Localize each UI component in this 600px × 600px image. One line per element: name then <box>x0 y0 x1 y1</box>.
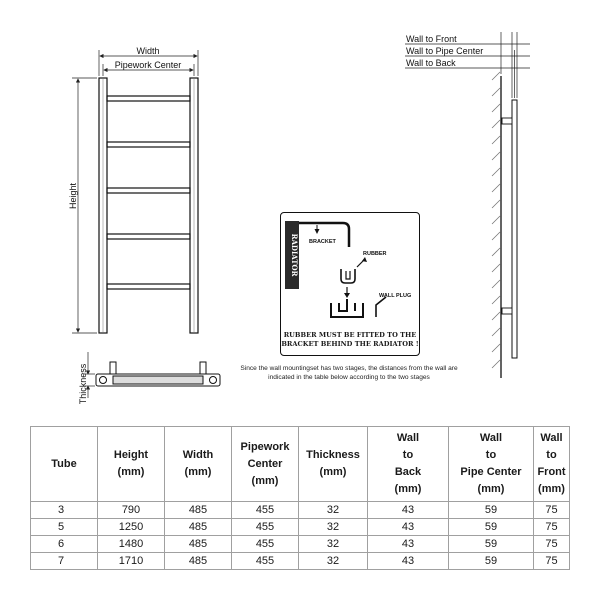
header-wall-to-back: Wall to Back (mm) <box>368 427 449 502</box>
table-cell: 32 <box>299 502 368 519</box>
wall-plug <box>376 297 386 317</box>
pipework-center-label: Pipework Center <box>114 60 182 70</box>
radiator-profile <box>512 100 517 358</box>
table-cell: 1250 <box>98 519 165 536</box>
table-cell: 7 <box>31 553 98 570</box>
top-bracket <box>502 118 512 124</box>
ladder-tubes <box>107 96 190 289</box>
radiator-label: RADIATOR <box>290 233 299 277</box>
table-cell: 59 <box>449 553 534 570</box>
table-cell: 32 <box>299 553 368 570</box>
header-thickness: Thickness (mm) <box>299 427 368 502</box>
header-height: Height (mm) <box>98 427 165 502</box>
rubber-warning <box>281 331 419 349</box>
table-cell: 485 <box>165 519 232 536</box>
rubber-part <box>341 269 355 283</box>
table-row <box>31 536 570 553</box>
height-label: Height <box>68 182 78 210</box>
wall-to-pipe-center-label: Wall to Pipe Center <box>406 46 484 56</box>
table-cell: 5 <box>31 519 98 536</box>
table-cell: 43 <box>368 553 449 570</box>
bottom-bracket <box>502 308 512 314</box>
warning-line-2: BRACKET BEHIND THE RADIATOR ! <box>281 340 419 348</box>
table-cell: 1710 <box>98 553 165 570</box>
width-label: Width <box>136 46 160 56</box>
header-wall-to-pipe-center: Wall to Pipe Center (mm) <box>449 427 534 502</box>
warning-line-1: RUBBER MUST BE FITTED TO THE <box>283 331 417 339</box>
mounting-detail-box <box>280 212 420 356</box>
radiator-top-view <box>96 362 220 386</box>
wall-mounting-note: Since the wall mountingset has two stages, the distances from the wall are indicated in the table below according to the two stages <box>240 365 458 381</box>
table-cell: 485 <box>165 553 232 570</box>
table-row <box>31 502 570 519</box>
table-row <box>31 519 570 536</box>
wall-to-back-label: Wall to Back <box>406 58 456 68</box>
table-cell: 1480 <box>98 536 165 553</box>
table-cell: 790 <box>98 502 165 519</box>
tube-5 <box>107 284 190 289</box>
table-cell: 43 <box>368 536 449 553</box>
table-cell: 455 <box>232 536 299 553</box>
radiator-side-view <box>491 72 517 378</box>
header-width: Width (mm) <box>165 427 232 502</box>
table-cell: 59 <box>449 536 534 553</box>
table-cell: 485 <box>165 536 232 553</box>
table-cell: 75 <box>534 536 570 553</box>
tube-3 <box>107 188 190 193</box>
table-cell: 59 <box>449 519 534 536</box>
thickness-label: Thickness <box>78 363 88 405</box>
mounting-detail-drawing <box>281 213 419 331</box>
tube-1 <box>107 96 190 101</box>
table-cell: 75 <box>534 519 570 536</box>
wall-to-front-label: Wall to Front <box>406 34 457 44</box>
bracket-label: BRACKET <box>309 239 336 245</box>
table-cell: 3 <box>31 502 98 519</box>
table-cell: 455 <box>232 553 299 570</box>
table-cell: 43 <box>368 502 449 519</box>
radiator-front-view <box>99 78 198 333</box>
spec-table <box>30 426 570 570</box>
header-pipework-center: Pipework Center (mm) <box>232 427 299 502</box>
table-cell: 6 <box>31 536 98 553</box>
table-cell: 32 <box>299 536 368 553</box>
rubber-label: RUBBER <box>363 251 387 257</box>
header-tube: Tube <box>31 427 98 502</box>
table-cell: 485 <box>165 502 232 519</box>
header-wall-to-front: Wall to Front (mm) <box>534 427 570 502</box>
table-cell: 43 <box>368 519 449 536</box>
tube-4 <box>107 234 190 239</box>
tube-2 <box>107 142 190 147</box>
table-cell: 59 <box>449 502 534 519</box>
table-cell: 32 <box>299 519 368 536</box>
table-cell: 455 <box>232 519 299 536</box>
table-cell: 75 <box>534 502 570 519</box>
wall-mount <box>331 299 363 317</box>
table-cell: 75 <box>534 553 570 570</box>
table-header-row <box>31 427 570 502</box>
table-cell: 455 <box>232 502 299 519</box>
table-row <box>31 553 570 570</box>
wall-plug-label: WALL PLUG <box>379 293 412 299</box>
